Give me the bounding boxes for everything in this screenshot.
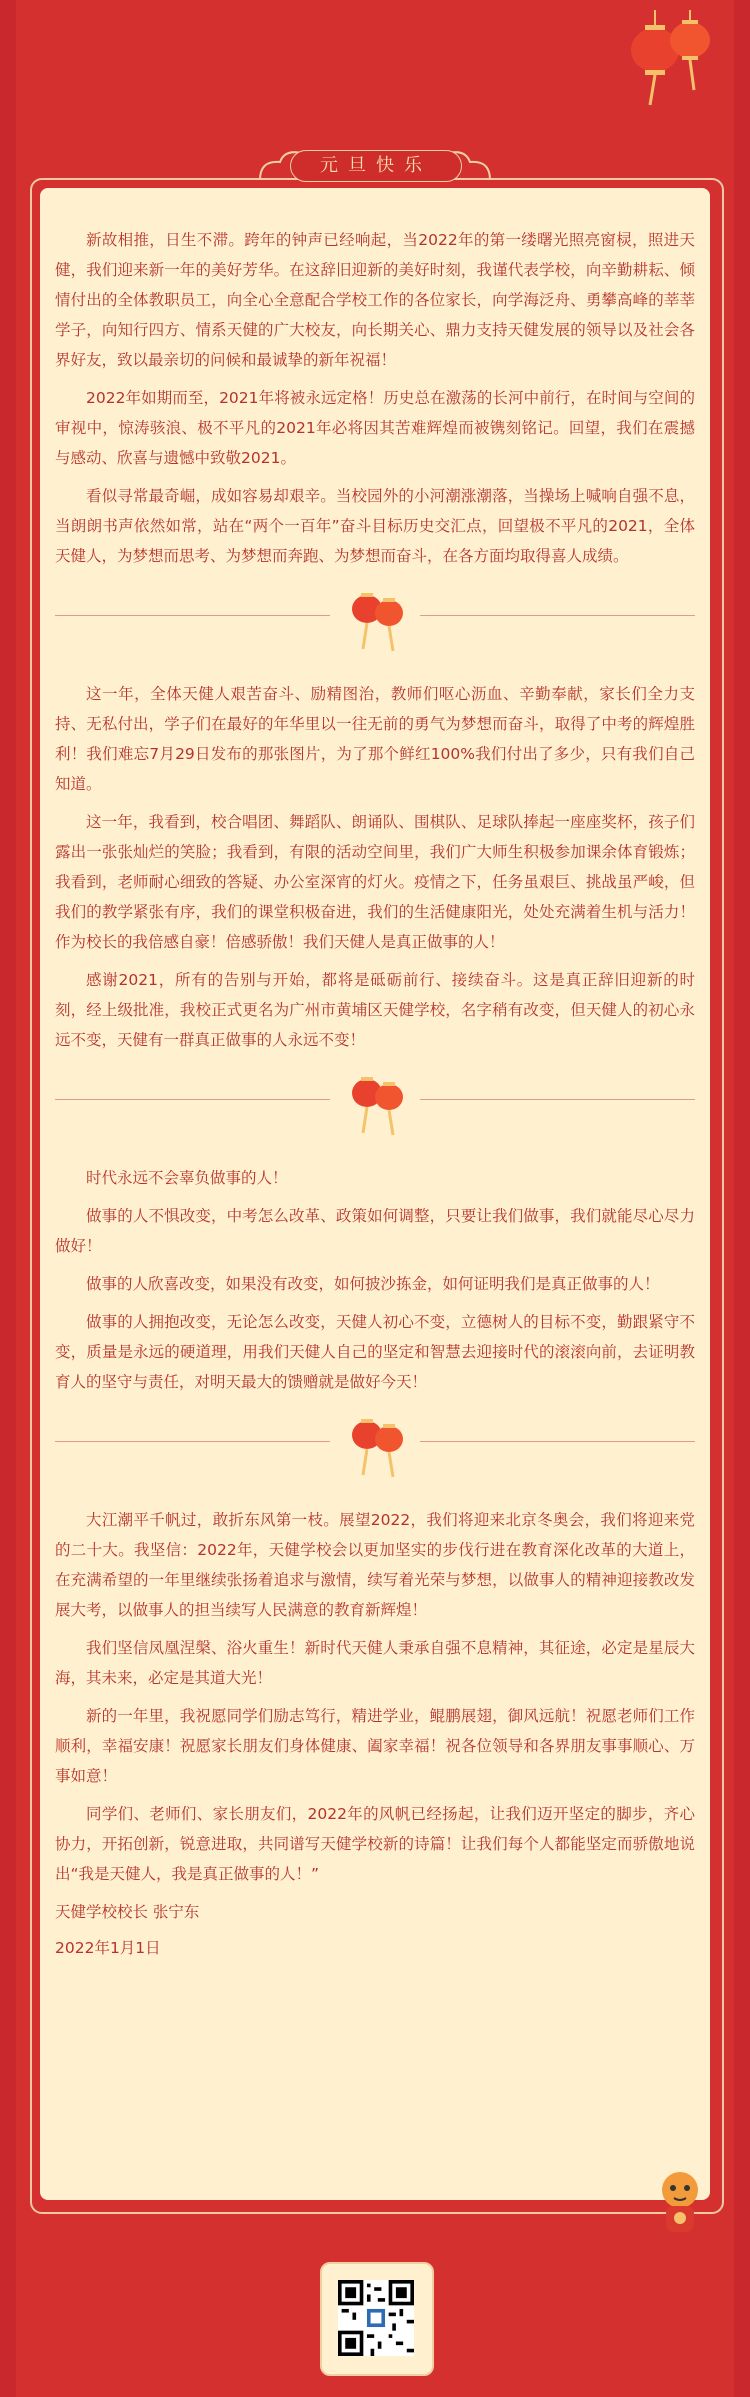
paragraph: 新的一年里，我祝愿同学们励志笃行，精进学业，鲲鹏展翅，御风远航！祝愿老师们工作顺利，幸福安康！祝愿家长朋友们身体健康、阖家幸福！祝各位领导和各界朋友事事顺心、万事如意！ bbox=[55, 1707, 695, 1785]
signature-name: 天健学校校长 张宁东 bbox=[55, 1903, 200, 1921]
qr-code[interactable] bbox=[338, 2280, 414, 2356]
paragraph: 做事的人欣喜改变，如果没有改变，如何披沙拣金，如何证明我们是真正做事的人！ bbox=[86, 1275, 660, 1293]
banner-title: 元旦快乐 bbox=[290, 150, 462, 182]
paragraph: 这一年，我看到，校合唱团、舞蹈队、朗诵队、围棋队、足球队捧起一座座奖杯，孩子们露出一张张灿烂的笑脸；我看到，有限的活动空间里，我们广大师生积极参加课余体育锻炼；我看到，老师耐心细致的答疑、办公室深宵的灯火。疫情之下，任务虽艰巨、挑战虽严峻，但我们的教学紧张有序，我们的课堂积极奋进，我们的生活健康阳光，处处充满着生机与活力！作为校长的我倍感自豪！倍感骄傲！我们天健人是真正做事的人！ bbox=[55, 813, 695, 951]
paragraph: 同学们、老师们、家长朋友们，2022年的风帆已经扬起，让我们迈开坚定的脚步，齐心协力，开拓创新，锐意进取，共同谱写天健学校新的诗篇！让我们每个人都能坚定而骄傲地说出“我是天健人，我是真正做事的人！” bbox=[55, 1805, 695, 1883]
paragraph: 大江潮平千帆过，敢折东风第一枝。展望2022，我们将迎来北京冬奥会，我们将迎来党的二十大。我坚信：2022年，天健学校会以更加坚实的步伐行进在教育深化改革的大道上，在充满希望的一年里继续张扬着追求与激情，续写着光荣与梦想，以做事人的精神迎接教改发展大考，以做事人的担当续写人民满意的教育新辉煌！ bbox=[55, 1511, 695, 1619]
signature-date: 2022年1月1日 bbox=[55, 1939, 161, 1957]
paragraph: 2022年如期而至，2021年将被永远定格！历史总在激荡的长河中前行，在时间与空间的审视中，惊涛骇浪、极不平凡的2021年必将因其苦难辉煌而被镌刻铭记。回望，我们在震撼与感动、欣喜与遗憾中致敬2021。 bbox=[55, 389, 695, 467]
paragraph: 这一年，全体天健人艰苦奋斗、励精图治，教师们呕心沥血、辛勤奉献，家长们全力支持、无私付出，学子们在最好的年华里以一往无前的勇气为梦想而奋斗，取得了中考的辉煌胜利！我们难忘7月29日发布的那张图片，为了那个鲜红100%我们付出了多少，只有我们自己知道。 bbox=[55, 685, 695, 793]
lantern-icon bbox=[620, 10, 720, 120]
lantern-icon bbox=[347, 1405, 407, 1485]
paragraph: 我们坚信凤凰涅槃、浴火重生！新时代天健人秉承自强不息精神，其征途，必定是星辰大海，其未来，必定是其道大光！ bbox=[55, 1639, 695, 1687]
paragraph: 看似寻常最奇崛，成如容易却艰辛。当校园外的小河潮涨潮落，当操场上喊响自强不息，当朗朗书声依然如常，站在“两个一百年”奋斗目标历史交汇点，回望极不平凡的2021，全体天健人，为梦想而思考、为梦想而奔跑、为梦想而奋斗，在各方面均取得喜人成绩。 bbox=[55, 487, 695, 565]
paragraph: 做事的人拥抱改变，无论怎么改变，天健人初心不变，立德树人的目标不变，勤跟紧守不变，质量是永远的硬道理，用我们天健人自己的坚定和智慧去迎接时代的滚滚向前，去证明教育人的坚守与责任，对明天最大的馈赠就是做好今天！ bbox=[55, 1313, 695, 1391]
lantern-icon bbox=[347, 579, 407, 659]
paragraph: 新故相推，日生不滞。跨年的钟声已经响起，当2022年的第一缕曙光照亮窗棂，照进天健，我们迎来新一年的美好芳华。在这辞旧迎新的美好时刻，我谨代表学校，向辛勤耕耘、倾情付出的全体教职员工，向全心全意配合学校工作的各位家长，向学海泛舟、勇攀高峰的莘莘学子，向知行四方、情系天健的广大校友，向长期关心、鼎力支持天健发展的领导以及社会各界好友，致以最亲切的问候和最诚挚的新年祝福！ bbox=[55, 231, 695, 369]
paragraph: 做事的人不惧改变，中考怎么改革、政策如何调整，只要让我们做事，我们就能尽心尽力做好！ bbox=[55, 1207, 695, 1255]
letter-content bbox=[55, 225, 695, 1963]
lantern-icon bbox=[347, 1063, 407, 1143]
tiger-mascot-icon bbox=[640, 2160, 720, 2240]
lantern-divider bbox=[55, 1063, 695, 1157]
paragraph: 时代永远不会辜负做事的人！ bbox=[86, 1169, 288, 1187]
lantern-divider bbox=[55, 1405, 695, 1499]
lantern-divider bbox=[55, 579, 695, 673]
banner bbox=[0, 140, 750, 190]
paragraph: 感谢2021，所有的告别与开始，都将是砥砺前行、接续奋斗。这是真正辞旧迎新的时刻，经上级批准，我校正式更名为广州市黄埔区天健学校，名字稍有改变，但天健人的初心永远不变，天健有一群真正做事的人永远不变！ bbox=[55, 971, 695, 1049]
